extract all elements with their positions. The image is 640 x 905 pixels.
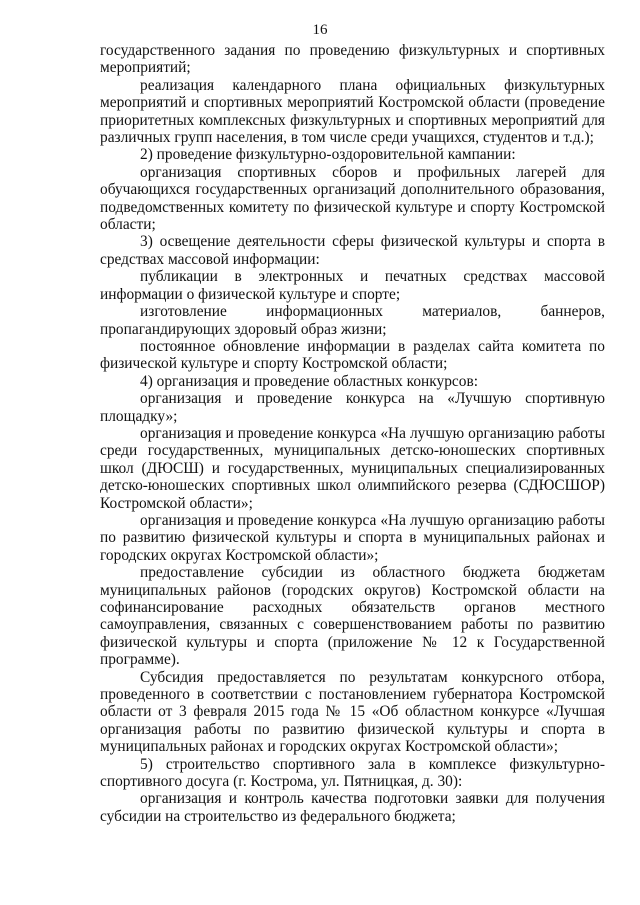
paragraph: реализация календарного плана официальных физкультурных мероприятий и спортивных мероприятий Костромской области (проведение приоритетных комплексных физкультурных и спортивных мероприятий для различных групп населения, в том числе среди учащихся, студентов и т.д.); xyxy=(100,76,605,147)
paragraph: 4) организация и проведение областных конкурсов: xyxy=(140,372,478,390)
paragraph: Субсидия предоставляется по результатам конкурсного отбора, проведенного в соответствии с постановлением губернатора Костромской области от 3 февраля 2015 года № 15 «Об областном конкурсе «Лучшая организация работы по развитию физической культуры и спорта в муниципальных районах и городских округах Костромской области»; xyxy=(100,668,605,756)
paragraph: организация и проведение конкурса «На лучшую организацию работы по развитию физической культуры и спорта в муниципальных районах и городских округах Костромской области»; xyxy=(100,511,605,564)
paragraph: 5) строительство спортивного зала в комплексе физкультурно-спортивного досуга (г. Кострома, ул. Пятницкая, д. 30): xyxy=(100,755,605,791)
page-number: 16 xyxy=(312,22,328,38)
paragraph: государственного задания по проведению физкультурных и спортивных мероприятий; xyxy=(100,42,605,77)
paragraph: 2) проведение физкультурно-оздоровительной кампании: xyxy=(140,146,516,164)
paragraph: организация спортивных сборов и профильных лагерей для обучающихся государственных организаций дополнительного образования, подведомственных комитету по физической культуре и спорту Костромской области; xyxy=(100,163,605,234)
paragraph: публикации в электронных и печатных средствах массовой информации о физической культуре и спорте; xyxy=(100,268,605,303)
paragraph: постоянное обновление информации в разделах сайта комитета по физической культуре и спорту Костромской области; xyxy=(100,337,605,373)
paragraph: организация и проведение конкурса на «Лучшую спортивную площадку»; xyxy=(100,390,605,425)
document-body xyxy=(100,42,605,825)
paragraph: предоставление субсидии из областного бюджета бюджетам муниципальных районов (городских округов) Костромской области на софинансирование расходных обязательств органов местного самоуправления, связанных с совершенствованием работы по развитию физической культуры и спорта (приложение № 12 к Государственной программе). xyxy=(100,564,605,669)
paragraph: организация и контроль качества подготовки заявки для получения субсидии на строительство из федерального бюджета; xyxy=(100,790,605,825)
paragraph: организация и проведение конкурса «На лучшую организацию работы среди государственных, муниципальных детско-юношеских спортивных школ (ДЮСШ) и государственных, муниципальных специализированных детско-юношеских спортивных школ олимпийского резерва (СДЮСШОР) Костромской области»; xyxy=(100,424,605,512)
paragraph: 3) освещение деятельности сферы физической культуры и спорта в средствах массовой информации: xyxy=(100,233,605,268)
paragraph: изготовление информационных материалов, баннеров, пропагандирующих здоровый образ жизни; xyxy=(100,303,605,338)
